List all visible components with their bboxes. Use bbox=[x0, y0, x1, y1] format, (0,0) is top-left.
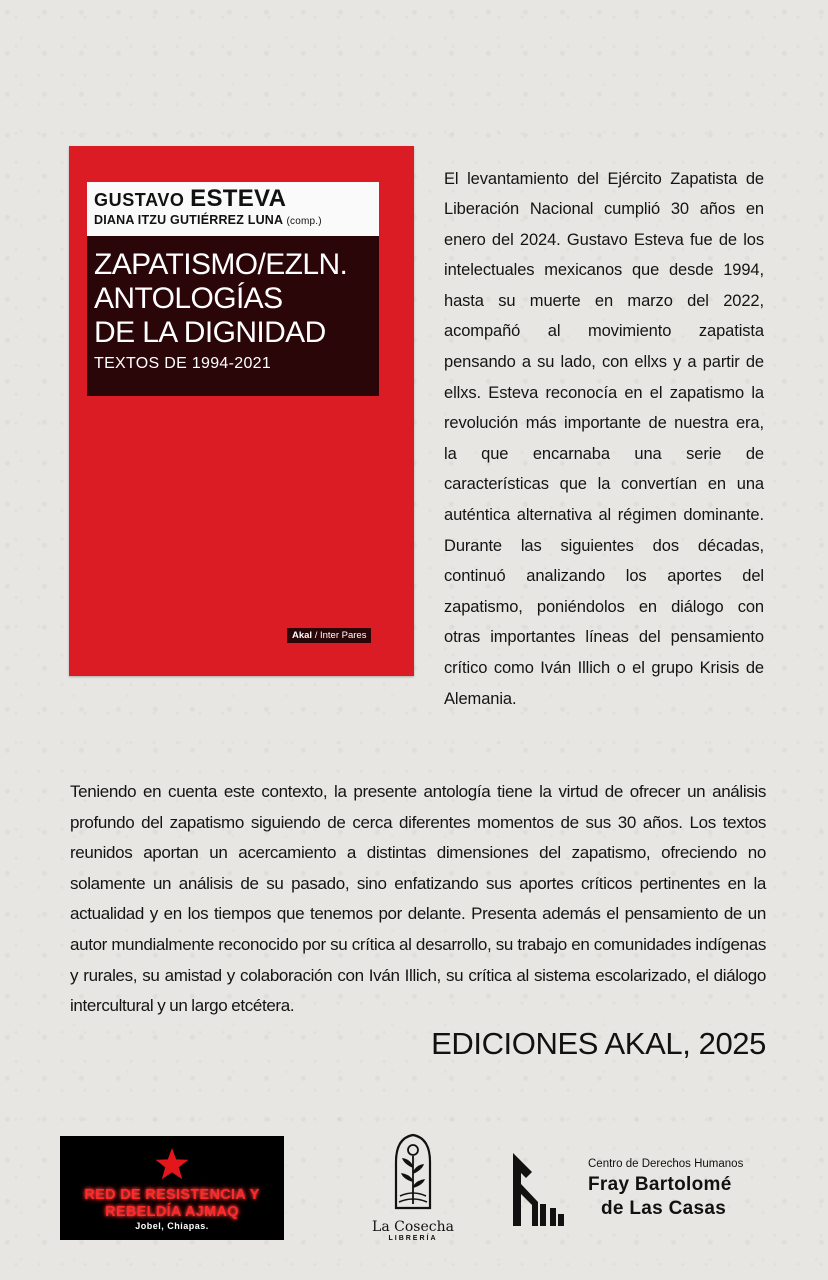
context-paragraph: Teniendo en cuenta este contexto, la presente antología tiene la virtud de ofrecer un análisis profundo del zapatismo siguiendo de cerca diferentes momentos de sus 30 años. Los textos reunidos aportan un acercamiento a distintas dimensiones del zapatismo, ofreciendo no solamente un análisis de su pasado, sino enfatizando sus aportes críticos pertinentes en la actualidad y en los tiempos que tenemos por delante. Presenta además el pensamiento de un autor mundialmente reconocido por su crítica al desarrollo, su trabajo en comunidades indígenas y rurales, su amistad y colaboración con Iván Illich, su crítica al sistema escolarizado, el diálogo intercultural y un largo etcétera. bbox=[70, 782, 766, 1016]
coauthor-name: DIANA ITZU GUTIÉRREZ LUNA bbox=[94, 213, 283, 227]
fray-caption: Centro de Derechos Humanos bbox=[588, 1158, 744, 1170]
cover-title-line: ZAPATISMO/EZLN. bbox=[94, 248, 348, 281]
red-resistencia-logo bbox=[60, 1136, 284, 1240]
red-star-icon bbox=[154, 1146, 190, 1182]
red-logo-line1: RED DE RESISTENCIA Y bbox=[84, 1187, 260, 1203]
plant-emblem-icon bbox=[388, 1132, 438, 1212]
edition-credit: EDICIONES AKAL, 2025 bbox=[431, 1026, 766, 1061]
book-cover bbox=[69, 146, 414, 676]
coauthor-role: (comp.) bbox=[286, 216, 322, 227]
cover-authors bbox=[87, 182, 379, 236]
la-cosecha-subtitle: LIBRERÍA bbox=[388, 1235, 438, 1242]
cover-title-box bbox=[87, 236, 379, 396]
red-logo-line3: Jobel, Chiapas. bbox=[135, 1221, 209, 1231]
fray-bartolome-mark-icon bbox=[510, 1150, 566, 1228]
author-surname: ESTEVA bbox=[190, 185, 287, 212]
author-first-name: GUSTAVO bbox=[94, 190, 185, 210]
cover-coauthor bbox=[94, 213, 379, 227]
red-logo-line2: REBELDÍA AJMAQ bbox=[105, 1204, 239, 1220]
publisher-series: / Inter Pares bbox=[312, 630, 367, 641]
cover-title-line: DE LA DIGNIDAD bbox=[94, 316, 326, 349]
la-cosecha-name: La Cosecha bbox=[372, 1219, 454, 1235]
cover-author-main bbox=[94, 185, 379, 212]
fray-bartolome-logo bbox=[510, 1150, 780, 1230]
description-paragraph: El levantamiento del Ejército Zapatista de Liberación Nacional cumplió 30 años en enero del 2024. Gustavo Esteva fue de los intelectuales mexicanos que desde 1994, hasta su muerte en marzo del 2022, acompañó al movimiento zapatista pensando a su lado, con ellxs y a partir de ellxs. Esteva reconocía en el zapatismo la revolución más importante de nuestra era, la que encarnaba una serie de características que la convertían en una auténtica alternativa al régimen dominante. Durante las siguientes dos décadas, continuó analizando los aportes del zapatismo, poniéndolos en diálogo con otras importantes líneas del pensamiento crítico como Iván Illich o el grupo Krisis de Alemania. bbox=[444, 169, 764, 708]
cover-title-line: ANTOLOGÍAS bbox=[94, 282, 283, 315]
cover-subtitle: TEXTOS DE 1994-2021 bbox=[94, 355, 272, 372]
publisher-brand: Akal bbox=[292, 630, 313, 641]
la-cosecha-logo bbox=[370, 1132, 456, 1242]
fray-name-line2: de Las Casas bbox=[601, 1198, 727, 1219]
cover-publisher bbox=[287, 628, 371, 643]
fray-name-line1: Fray Bartolomé bbox=[588, 1174, 732, 1195]
